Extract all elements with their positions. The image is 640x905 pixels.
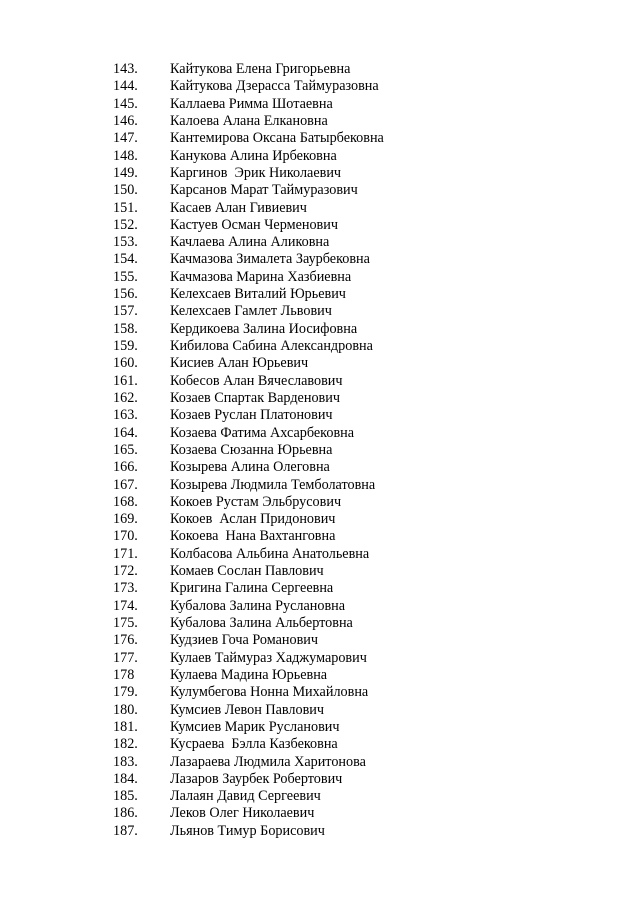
item-number: 176. — [113, 632, 138, 649]
person-name: Козаева Сюзанна Юрьевна — [170, 441, 333, 458]
person-name: Кулаев Таймураз Хаджумарович — [170, 649, 367, 666]
person-name: Кибилова Сабина Александровна — [170, 338, 373, 354]
item-number: 147. — [113, 130, 138, 147]
list-item — [0, 182, 640, 199]
item-number: 143. — [113, 61, 138, 77]
person-name: Кобесов Алан Вячеславович — [170, 372, 343, 389]
list-item — [0, 425, 640, 442]
item-number: 185. — [113, 788, 138, 805]
list-item — [0, 61, 640, 78]
list-item — [0, 442, 640, 459]
item-number: 159. — [113, 338, 138, 354]
item-number: 173. — [113, 580, 138, 597]
person-name: Кулумбегова Нонна Михайловна — [170, 684, 369, 701]
person-name: Лазараева Людмила Харитонова — [170, 753, 366, 770]
person-name: Качмазова Марина Хазбиевна — [170, 268, 352, 285]
item-number: 148. — [113, 147, 138, 164]
list-item — [0, 373, 640, 390]
item-number: 145. — [113, 95, 138, 112]
item-number: 150. — [113, 182, 138, 199]
item-number: 164. — [113, 424, 138, 441]
list-item — [0, 667, 640, 684]
item-number: 153. — [113, 234, 138, 251]
list-item — [0, 390, 640, 407]
list-item — [0, 823, 640, 840]
item-number: 181. — [113, 718, 138, 735]
list-item — [0, 563, 640, 580]
item-number: 155. — [113, 268, 138, 285]
item-number: 157. — [113, 303, 138, 320]
person-name: Кайтукова Елена Григорьевна — [170, 61, 351, 77]
person-name: Кастуев Осман Черменович — [170, 216, 338, 233]
list-item — [0, 494, 640, 511]
person-name: Лазаров Заурбек Робертович — [170, 770, 343, 787]
person-name: Каллаева Римма Шотаевна — [170, 95, 333, 112]
list-item — [0, 511, 640, 528]
list-item — [0, 528, 640, 545]
list-item — [0, 477, 640, 494]
item-number: 175. — [113, 615, 138, 631]
person-name: Колбасова Альбина Анатольевна — [170, 545, 370, 562]
item-number: 171. — [113, 545, 138, 562]
list-item — [0, 355, 640, 372]
item-number: 179. — [113, 684, 138, 701]
item-number: 187. — [113, 822, 138, 839]
person-name: Качлаева Алина Аликовна — [170, 234, 330, 251]
list-item — [0, 269, 640, 286]
list-item — [0, 459, 640, 476]
person-name: Кисиев Алан Юрьевич — [170, 355, 309, 372]
person-name: Козаева Фатима Ахсарбековна — [170, 424, 355, 441]
person-name: Кусраева Бэлла Казбековна — [170, 736, 338, 753]
item-number: 177. — [113, 649, 138, 666]
person-name: Келехсаев Гамлет Львович — [170, 303, 332, 320]
person-name: Козырева Алина Олеговна — [170, 459, 330, 476]
person-name: Карсанов Марат Таймуразович — [170, 182, 358, 199]
item-number: 186. — [113, 805, 138, 822]
person-name: Козаев Руслан Платонович — [170, 407, 333, 424]
list-item — [0, 754, 640, 771]
item-number: 167. — [113, 476, 138, 493]
person-name: Кумсиев Марик Русланович — [170, 718, 340, 735]
list-item — [0, 78, 640, 95]
person-name: Каргинов Эрик Николаевич — [170, 164, 342, 181]
list-item — [0, 805, 640, 822]
item-number: 144. — [113, 78, 138, 95]
person-name: Кантемирова Оксана Батырбековна — [170, 130, 384, 147]
list-item — [0, 546, 640, 563]
item-number: 172. — [113, 563, 138, 580]
person-name: Кайтукова Дзерасса Таймуразовна — [170, 78, 379, 95]
person-name: Комаев Сослан Павлович — [170, 563, 324, 580]
list-item — [0, 165, 640, 182]
person-name: Кердикоева Залина Иосифовна — [170, 320, 358, 337]
person-name: Кригина Галина Сергеевна — [170, 580, 334, 597]
item-number: 180. — [113, 701, 138, 718]
person-name: Кулаева Мадина Юрьевна — [170, 666, 328, 683]
list-item — [0, 650, 640, 667]
item-number: 162. — [113, 389, 138, 406]
item-number: 178 — [113, 666, 135, 683]
item-number: 160. — [113, 355, 138, 372]
list-item — [0, 113, 640, 130]
person-name: Калоева Алана Елкановна — [170, 112, 328, 129]
list-item — [0, 234, 640, 251]
list-item — [0, 684, 640, 701]
person-name: Качмазова Зималета Заурбековна — [170, 251, 370, 268]
person-name: Кокоев Аслан Придонович — [170, 511, 336, 528]
item-number: 184. — [113, 770, 138, 787]
person-name: Кубалова Залина Альбертовна — [170, 615, 353, 631]
name-list — [0, 61, 640, 840]
list-item — [0, 217, 640, 234]
item-number: 169. — [113, 511, 138, 528]
item-number: 161. — [113, 372, 138, 389]
person-name: Лалаян Давид Сергеевич — [170, 788, 321, 805]
item-number: 163. — [113, 407, 138, 424]
item-number: 165. — [113, 441, 138, 458]
list-item — [0, 200, 640, 217]
list-item — [0, 615, 640, 632]
item-number: 170. — [113, 528, 138, 545]
list-item — [0, 321, 640, 338]
list-item — [0, 736, 640, 753]
list-item — [0, 702, 640, 719]
list-item — [0, 719, 640, 736]
item-number: 174. — [113, 597, 138, 614]
person-name: Касаев Алан Гивиевич — [170, 199, 307, 216]
list-item — [0, 96, 640, 113]
list-item — [0, 788, 640, 805]
list-item — [0, 303, 640, 320]
item-number: 149. — [113, 164, 138, 181]
person-name: Леков Олег Николаевич — [170, 805, 315, 822]
person-name: Канукова Алина Ирбековна — [170, 147, 337, 164]
list-item — [0, 130, 640, 147]
person-name: Козырева Людмила Темболатовна — [170, 476, 376, 493]
item-number: 168. — [113, 493, 138, 510]
list-item — [0, 598, 640, 615]
person-name: Кубалова Залина Руслановна — [170, 597, 346, 614]
list-item — [0, 632, 640, 649]
list-item — [0, 338, 640, 355]
person-name: Козаев Спартак Варденович — [170, 389, 340, 406]
list-item — [0, 251, 640, 268]
person-name: Кокоева Нана Вахтанговна — [170, 528, 336, 545]
item-number: 152. — [113, 216, 138, 233]
person-name: Кумсиев Левон Павлович — [170, 701, 325, 718]
person-name: Кокоев Рустам Эльбрусович — [170, 493, 342, 510]
list-item — [0, 580, 640, 597]
person-name: Кудзиев Гоча Романович — [170, 632, 319, 649]
item-number: 151. — [113, 199, 138, 216]
item-number: 156. — [113, 286, 138, 303]
item-number: 183. — [113, 753, 138, 770]
list-item — [0, 407, 640, 424]
item-number: 158. — [113, 320, 138, 337]
item-number: 154. — [113, 251, 138, 268]
list-item — [0, 148, 640, 165]
item-number: 182. — [113, 736, 138, 753]
item-number: 146. — [113, 112, 138, 129]
person-name: Келехсаев Виталий Юрьевич — [170, 286, 346, 303]
person-name: Льянов Тимур Борисович — [170, 822, 325, 839]
item-number: 166. — [113, 459, 138, 476]
list-item — [0, 286, 640, 303]
list-item — [0, 771, 640, 788]
